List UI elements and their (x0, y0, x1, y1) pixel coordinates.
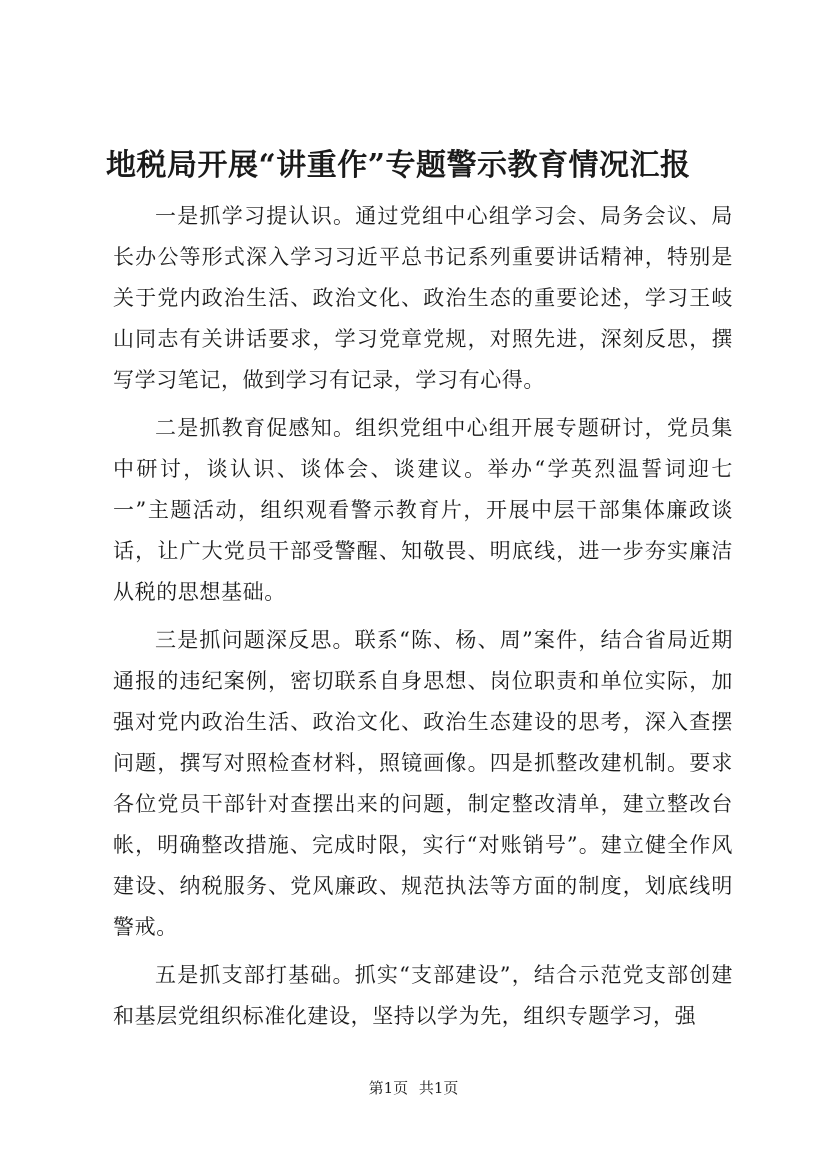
paragraph-study: 一是抓学习提认识。通过党组中心组学习会、局务会议、局长办公等形式深入学习习近平总书记系列重要讲话精神，特别是关于党内政治生活、政治文化、政治生态的重要论述，学习王岐山同志有关讲话要求，学习党章党规，对照先进，深刻反思，撰写学习笔记，做到学习有记录，学习有心得。 (113, 204, 733, 392)
paragraph-branch: 五是抓支部打基础。抓实“支部建设”，结合示范党支部创建和基层党组织标准化建设，坚持以学为先，组织专题学习，强 (113, 963, 733, 1028)
document-title: 地税局开展“讲重作”专题警示教育情况汇报 (106, 148, 691, 183)
paragraph-reflection: 三是抓问题深反思。联系“陈、杨、周”案件，结合省局近期通报的违纪案例，密切联系自身思想、岗位职责和单位实际，加强对党内政治生活、政治文化、政治生态建设的思考，深入查摆问题，撰写对照检查材料，照镜画像。四是抓整改建机制。要求各位党员干部针对查摆出来的问题，制定整改清单，建立整改台帐，明确整改措施、完成时限，实行“对账销号”。建立健全作风建设、纳税服务、党风廉政、规范执法等方面的制度，划底线明警戒。 (113, 628, 733, 939)
document-body (113, 196, 733, 1044)
paragraph-education: 二是抓教育促感知。组织党组中心组开展专题研讨，党员集中研讨，谈认识、谈体会、谈建议。举办“学英烈温誓词迎七一”主题活动，组织观看警示教育片，开展中层干部集体廉政谈话，让广大党员干部受警醒、知敬畏、明底线，进一步夯实廉洁从税的思想基础。 (113, 416, 733, 604)
page-total: 共1页 (418, 1079, 459, 1097)
page-footer (0, 1078, 827, 1098)
page-number: 第1页 (368, 1079, 409, 1097)
